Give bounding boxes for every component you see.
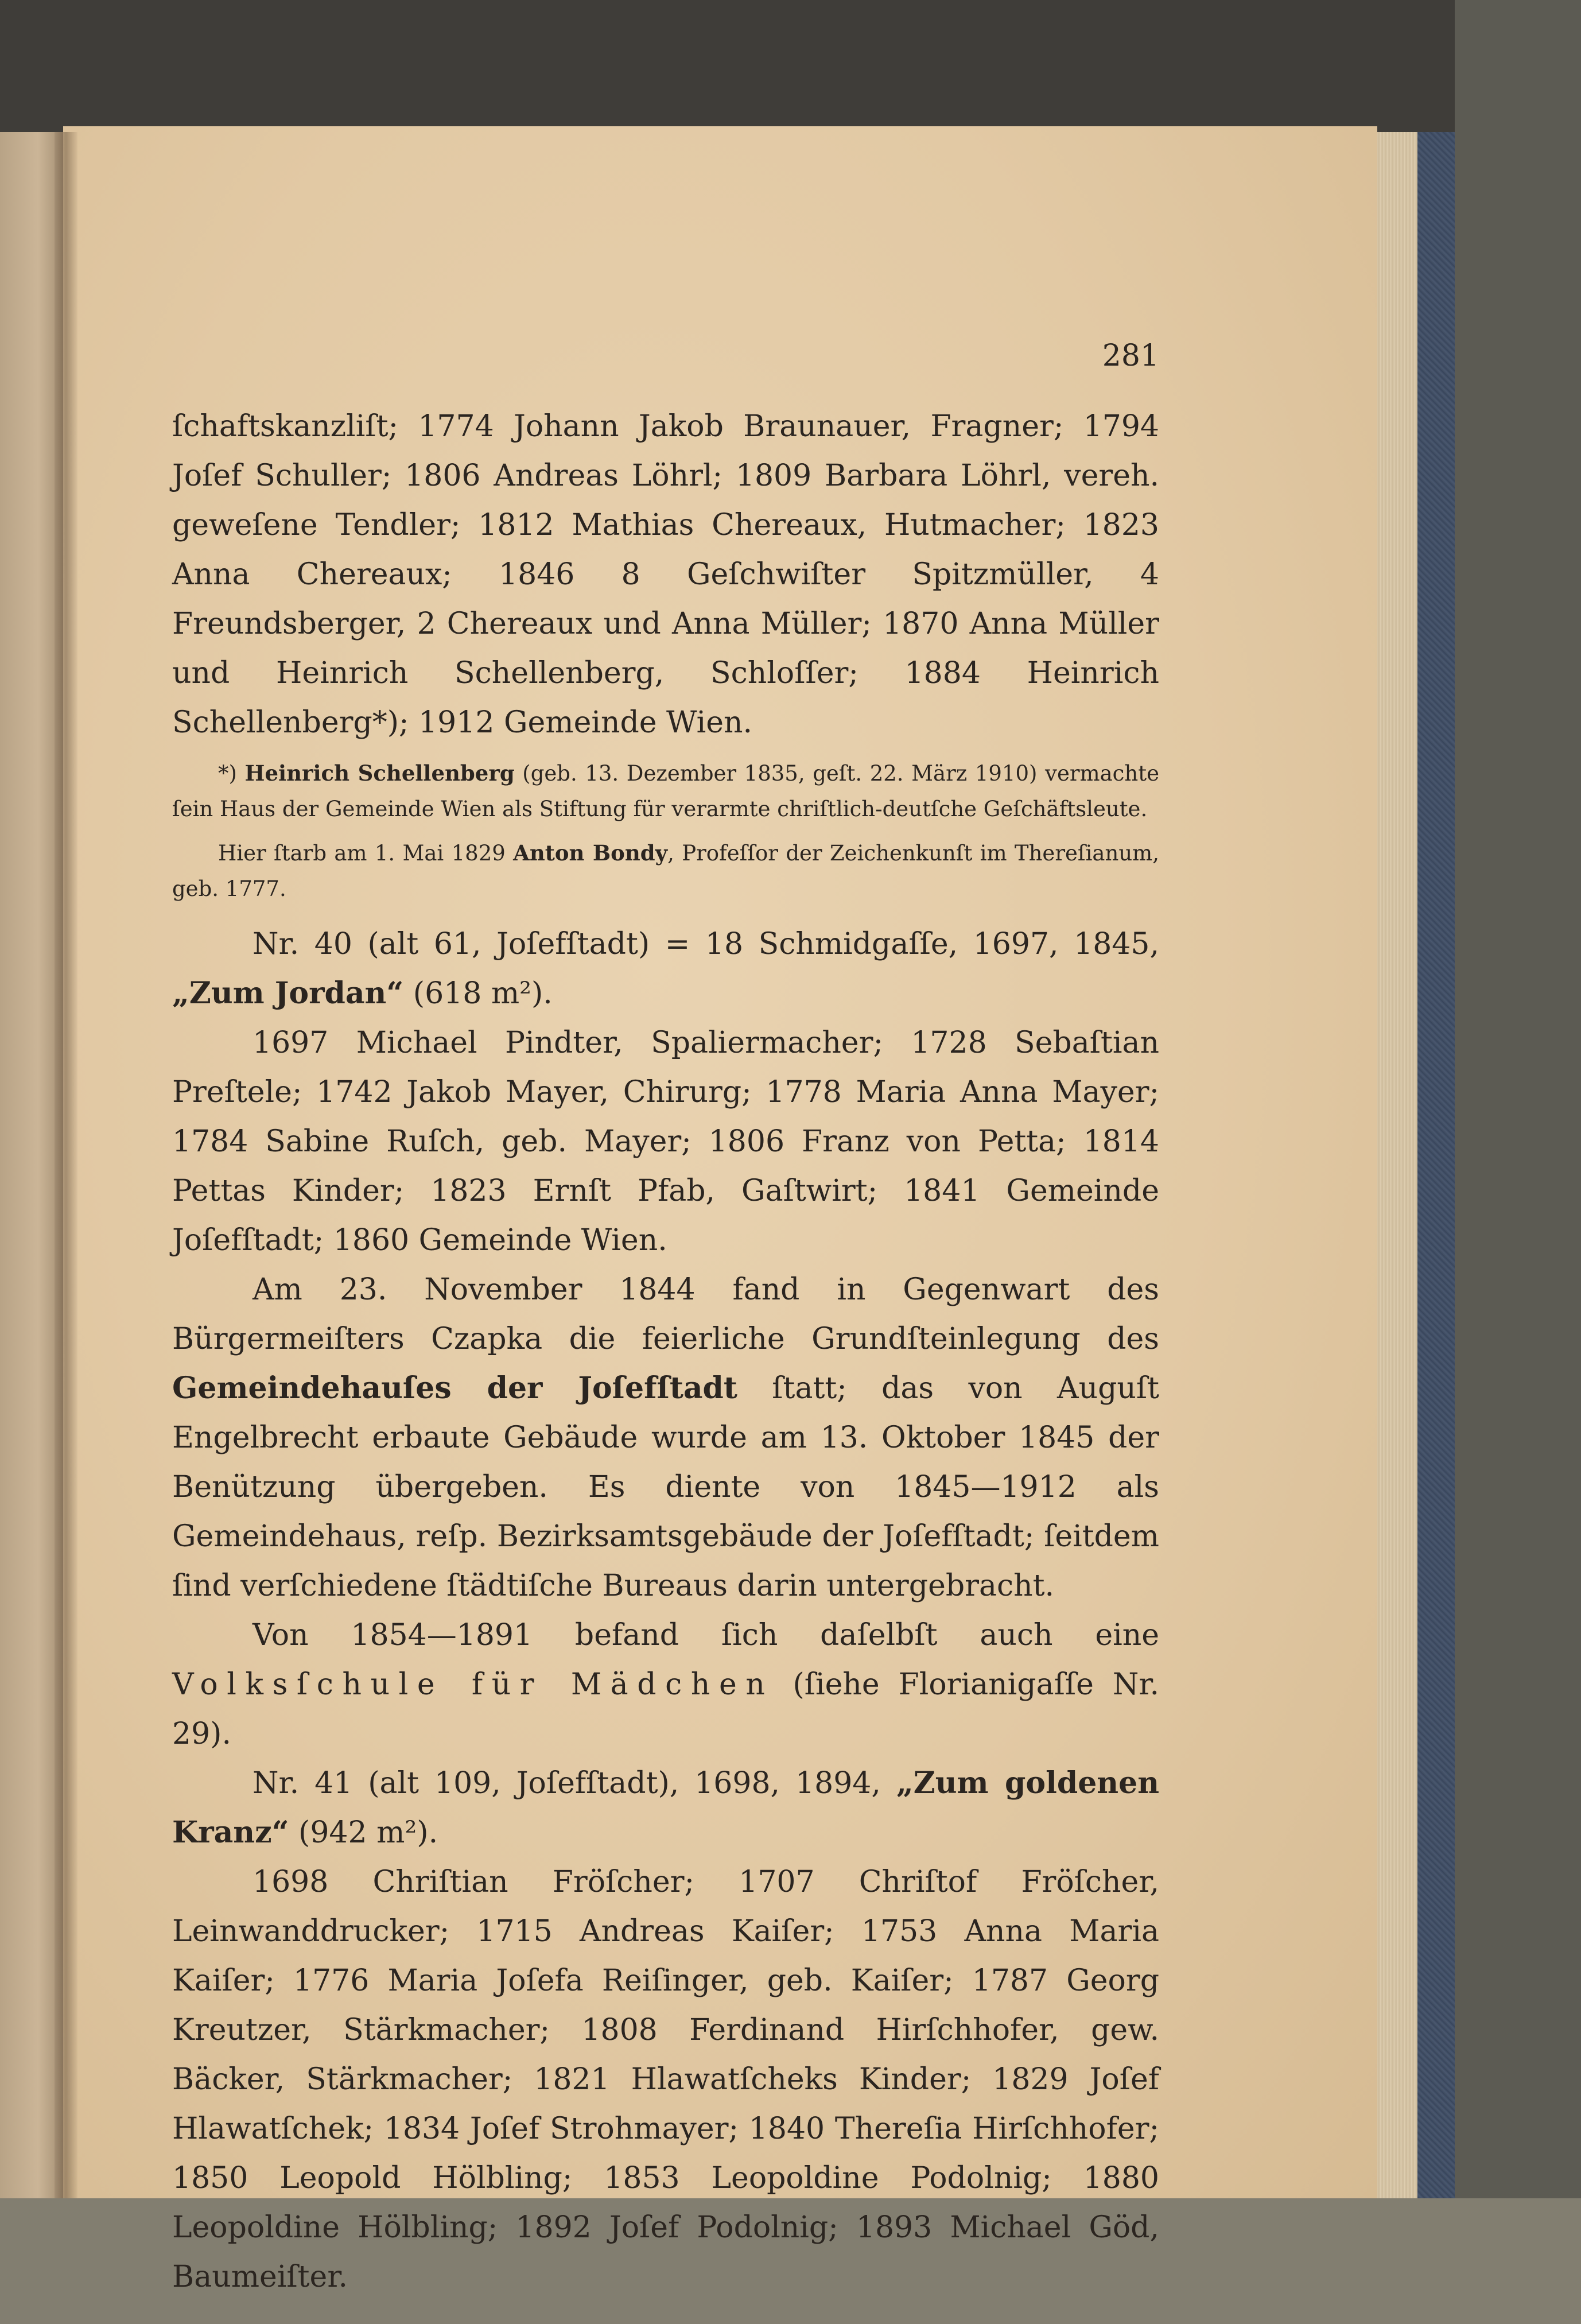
gemeindehaus-text-b: ſtatt; das von Auguſt Engelbrecht erbaute Gebäude wurde am 13. Oktober 1845 der Benützung übergeben. Es diente von 1845—1912 als Gemeindehaus, reſp. Bezirksamtsgebäude der Joſefſtadt; ſeitdem ſind verſchiedene ſtädtiſche Bureaus darin untergebracht. [172,1371,1159,1603]
paragraph-volksschule [172,1611,1159,1759]
paragraph-owners-nr41: 1698 Chriſtian Fröſcher; 1707 Chriſtof Fröſcher, Leinwanddrucker; 1715 Andreas Kaiſer; 1753 Anna Maria Kaiſer; 1776 Maria Joſefa Reiſinger, geb. Kaiſer; 1787 Georg Kreutzer, Stärkmacher; 1808 Ferdinand Hirſchhofer, gew. Bäcker, Stärkmacher; 1821 Hlawatſcheks Kinder; 1829 Joſef Hlawatſchek; 1834 Joſef Strohmayer; 1840 Thereſia Hirſchhofer; 1850 Leopold Hölbling; 1853 Leopoldine Podolnig; 1880 Leopoldine Hölbling; 1892 Joſef Podolnig; 1893 Michael Göd, Baumeiſter. [172,1865,1159,2294]
entry-area: (618 m²). [403,976,553,1011]
footnote-schellenberg [172,755,1159,827]
note-text-b: , Profeſſor der Zeichenkunſt im Thereſianum, geb. 1777. [172,841,1159,901]
text-body [172,402,1159,2302]
entry-heading-nr40 [172,919,1159,1018]
entry-house-name: „Zum Jordan“ [172,976,404,1011]
facing-page-edge [0,132,63,2324]
page-number: 281 [1102,339,1159,373]
paragraph-gemeindehaus [172,1265,1159,1611]
paragraph-owners-nr40: 1697 Michael Pindter, Spaliermacher; 1728 Sebaſtian Preſtele; 1742 Jakob Mayer, Chirurg; 1778 Maria Anna Mayer; 1784 Sabine Ruſch, geb. Mayer; 1806 Franz von Petta; 1814 Pettas Kinder; 1823 Ernſt Pfab, Gaſtwirt; 1841 Gemeinde Joſefſtadt; 1860 Gemeinde Wien. [172,1026,1159,1258]
gemeindehaus-text-a: Am 23. November 1844 fand in Gegenwart des Bürgermeiſters Czapka die feierliche Grundſteinlegung des [172,1272,1159,1356]
background-right [1455,0,1581,2324]
entry-area-41: (942 m²). [289,1815,438,1850]
note-bondy [172,835,1159,907]
entry-house-name-41: „Zum goldenen Kranz“ [172,1766,1159,1850]
volksschule-text-a: Von 1854—1891 befand ſich daſelbſt auch eine [253,1618,1159,1652]
page-stack-edges [1377,132,1417,2198]
entry-address: Nr. 40 (alt 61, Joſefſtadt) = 18 Schmidgaſſe, 1697, 1845, [253,927,1159,961]
background-top [0,0,1581,132]
note-name: Anton Bondy [513,840,668,866]
volksschule-name: Volksſchule für Mädchen [172,1667,774,1702]
entry-address-41: Nr. 41 (alt 109, Joſefſtadt), 1698, 1894, [253,1766,896,1801]
footnote-text: (geb. 13. Dezember 1835, geſt. 22. März 1910) vermachte ſein Haus der Gemeinde Wien als Stiftung für verarmte chriſtlich-deutſche Geſchäftsleute. [172,761,1159,821]
footnote-marker: *) [218,761,245,786]
note-text-a: Hier ſtarb am 1. Mai 1829 [218,841,514,866]
paragraph-owners-continued: ſchaftskanzliſt; 1774 Johann Jakob Braunauer, Fragner; 1794 Joſef Schuller; 1806 Andreas Löhrl; 1809 Barbara Löhrl, vereh. geweſene Tendler; 1812 Mathias Chereaux, Hutmacher; 1823 Anna Chereaux; 1846 8 Geſchwiſter Spitzmüller, 4 Freundsberger, 2 Chereaux und Anna Müller; 1870 Anna Müller und Heinrich Schellenberg, Schloſſer; 1884 Heinrich Schellenberg*); 1912 Gemeinde Wien. [172,409,1159,740]
book-cover-edge [1417,132,1455,2210]
volksschule-text-b: (ſiehe Florianigaſſe Nr. 29). [172,1667,1160,1751]
footnote-name: Heinrich Schellenberg [244,761,515,786]
entry-heading-nr41 [172,1759,1159,1857]
gemeindehaus-name: Gemeindehauſes der Joſefſtadt [172,1371,737,1406]
book-gutter [55,132,77,2324]
